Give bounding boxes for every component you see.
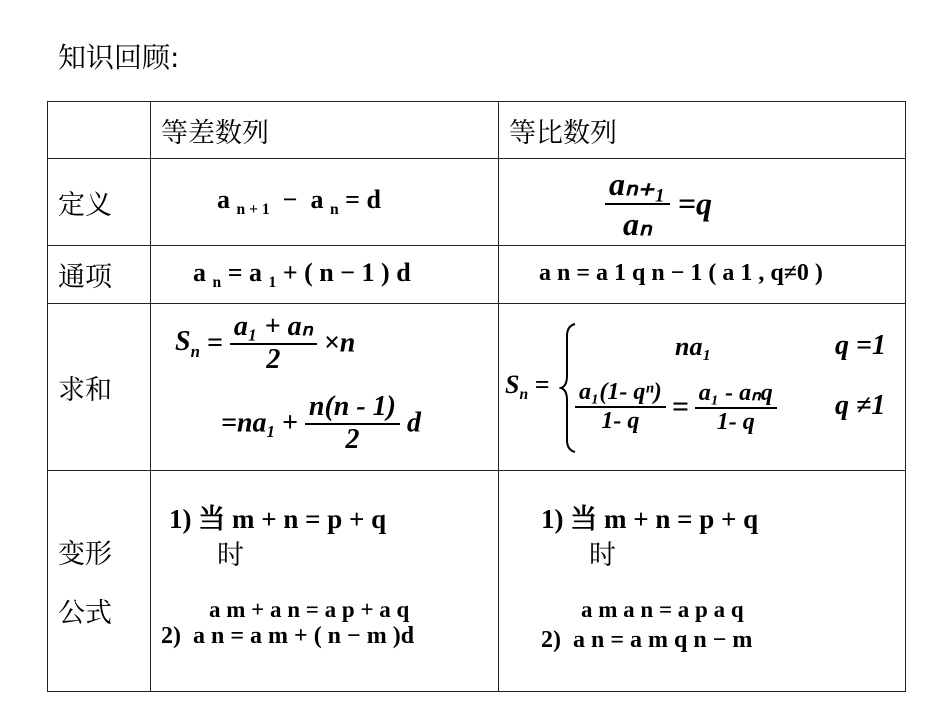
geo-sum-cell <box>499 304 906 471</box>
geo-term-formula: a n = a 1 q n − 1 ( a 1 , q≠0 ) <box>539 260 823 286</box>
geo-transform-line3: a m a n = a p a q <box>581 597 744 622</box>
geo-transform-line2: 时 <box>589 540 616 571</box>
arith-transform-line3: a m + a n = a p + a q <box>209 597 410 622</box>
arith-transform-line1: 1) 当 m + n = p + q <box>169 504 387 534</box>
geo-sum-condition1: q =1 <box>835 330 886 361</box>
table-row <box>48 159 906 246</box>
arith-definition-cell <box>151 159 499 246</box>
arith-sum-fraction1: $\frac{\text{a₁ + aₙ}}{2}$ <box>230 312 317 376</box>
geo-sum-case1: na₁ <box>675 332 712 361</box>
table-row <box>48 471 906 692</box>
geo-sum-fraction1: $\frac{\text{a₁(1- qⁿ)}}{1- q}$ <box>575 379 666 435</box>
header-arithmetic: 等差数列 <box>151 102 499 159</box>
comparison-table <box>47 101 906 692</box>
table-row <box>48 246 906 304</box>
arith-sum-fraction2: $\frac{n(n - 1)}{2}$ <box>305 392 400 456</box>
arith-sum-line2: $=na_1$ + $\frac{n(n - 1)}{2}$ d <box>221 391 422 455</box>
arith-transform-line4: 2) a n = a m + ( n − m )d <box>161 623 415 649</box>
header-empty-cell <box>48 102 151 159</box>
arith-sum-cell <box>151 304 499 471</box>
geo-definition-cell <box>499 159 906 246</box>
geo-transform-cell <box>499 471 906 692</box>
table-row <box>48 304 906 471</box>
geo-sum-fraction2: $\frac{\text{a₁ - aₙq}}{1- q}$ <box>695 378 777 436</box>
page-title: 知识回顾: <box>58 41 180 74</box>
arith-term-cell <box>151 246 499 304</box>
row-label-transform: 变形 公式 <box>48 471 151 692</box>
table-header-row <box>48 102 906 159</box>
arith-transform-line2: 时 <box>217 540 244 571</box>
arith-definition-formula: a $_{n + 1}$ − a $_n$ = d <box>217 185 381 219</box>
arith-transform-cell <box>151 471 499 692</box>
row-label-sum: 求和 <box>48 304 151 471</box>
arith-sum-line1: $S_n$ = $\frac{\text{a₁ + aₙ}}{2}$ ×n <box>175 311 356 375</box>
header-geometric: 等比数列 <box>499 102 906 159</box>
row-label-definition: 定义 <box>48 159 151 246</box>
geo-sum-lhs: $S_n$ = <box>505 370 550 404</box>
geo-transform-line4: 2) a n = a m q n − m <box>541 627 753 653</box>
geo-sum-case2: $\frac{\text{a₁(1- qⁿ)}}{1- q}$ = $\frac{\text{a₁ - aₙq}}{1- q}$ <box>575 378 777 436</box>
row-label-general-term: 通项 <box>48 246 151 304</box>
geo-definition-formula: $\frac{\text{aₙ₊₁}}{\text{aₙ}}$ =q <box>605 165 712 243</box>
arith-term-formula: a $_n$ = a $_1$ + ( n − 1 ) d <box>193 258 411 292</box>
geo-transform-line1: 1) 当 m + n = p + q <box>541 504 759 534</box>
geo-definition-fraction: $\frac{\text{aₙ₊₁}}{\text{aₙ}}$ <box>605 165 670 243</box>
geo-term-cell <box>499 246 906 304</box>
geo-sum-condition2: q ≠1 <box>835 390 886 421</box>
